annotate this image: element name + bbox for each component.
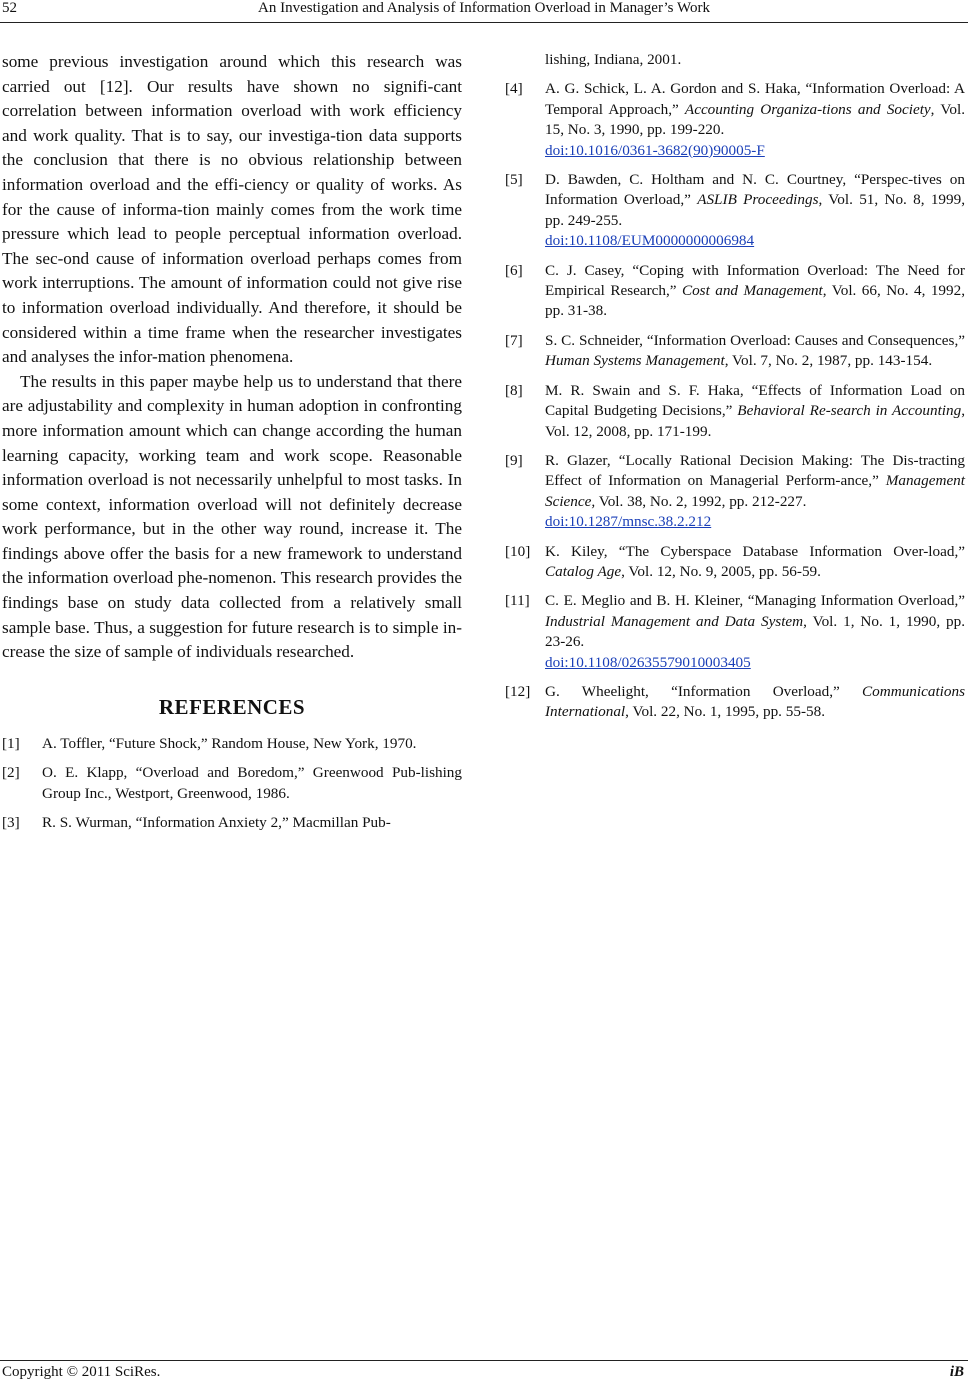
reference-number: [8] (505, 381, 523, 399)
journal-logo: iB (949, 1364, 964, 1380)
reference-entry (2, 734, 462, 754)
running-title: An Investigation and Analysis of Information Overload in Manager’s Work (258, 0, 710, 16)
reference-citation: R. Glazer, “Locally Rational Decision Making: The Dis-tracting Effect of Information on Managerial Perform-ance,” (545, 451, 965, 490)
reference-source-title: Industrial Management and Data System (545, 612, 804, 630)
reference-entry (505, 79, 965, 161)
footer-rule (0, 1360, 968, 1361)
header-rule (0, 22, 968, 23)
reference-number: [5] (505, 171, 523, 189)
reference-entry (505, 381, 965, 442)
left-column (2, 50, 462, 842)
reference-entry (505, 331, 965, 372)
reference-source-title: Behavioral Re-search in Accounting (737, 402, 962, 420)
reference-source-title: Catalog Age (545, 562, 622, 580)
reference-text (545, 261, 965, 322)
reference-details: , Vol. 12, 2008, pp. 171-199. (545, 402, 965, 440)
reference-details: Vol. 38, No. 2, 1992, pp. 212-227. (595, 492, 807, 510)
reference-number-spacer (505, 50, 545, 70)
reference-number: [11] (505, 592, 530, 610)
reference-entry (2, 813, 462, 833)
reference-details: , Vol. 15, No. 3, 1990, pp. 199-220. (545, 100, 965, 139)
reference-source-title: Cost and Management (681, 282, 823, 300)
reference-number: [3] (2, 814, 20, 832)
reference-text-continued: lishing, Indiana, 2001. (545, 51, 682, 68)
doi-link[interactable]: doi:10.1016/0361-3682(90)90005-F (545, 141, 765, 159)
reference-entry (505, 591, 965, 673)
reference-details: , Vol. 7, No. 2, 1987, pp. 143-154. (724, 352, 933, 370)
reference-citation: A. Toffler, “Future Shock,” Random House, New York, 1970. (42, 734, 417, 752)
reference-number: [4] (505, 80, 523, 98)
reference-text (545, 591, 965, 673)
reference-text (545, 381, 965, 442)
reference-number: [10] (505, 542, 531, 560)
page-number: 52 (2, 0, 17, 16)
reference-citation: S. C. Schneider, “Information Overload: Causes and Consequences,” (545, 331, 965, 349)
doi-link[interactable]: doi:10.1108/EUM0000000006984 (545, 232, 755, 250)
reference-details: , Vol. 22, No. 1, 1995, pp. 55-58. (625, 703, 825, 721)
reference-citation: C. J. Casey, “Coping with Information Overload: The Need for Empirical Research,” (545, 261, 965, 300)
reference-citation: M. R. Swain and S. F. Haka, “Effects of Information Load on Capital Budgeting Decisions,” (545, 381, 965, 420)
reference-entry (505, 542, 965, 583)
reference-list-left (2, 734, 462, 834)
reference-entry (505, 261, 965, 322)
reference-citation: A. G. Schick, L. A. Gordon and S. Haka, “Information Overload: A Temporal Approach,” (545, 80, 965, 118)
reference-citation: C. E. Meglio and B. H. Kleiner, “Managing Information Overload,” (545, 592, 965, 610)
references-heading: REFERENCES (158, 694, 306, 719)
reference-number: [7] (505, 331, 523, 349)
reference-text (545, 79, 965, 161)
reference-number: [2] (2, 764, 20, 782)
reference-entry (505, 451, 965, 533)
reference-text (545, 682, 965, 723)
reference-text (42, 734, 462, 754)
reference-details: , Vol. 66, No. 4, 1992, pp. 31-38. (545, 282, 965, 320)
reference-citation: R. S. Wurman, “Information Anxiety 2,” Macmillan Pub- (42, 814, 391, 832)
body-paragraph-1: some previous investigation around which this research was carried out [12]. Our results have shown no signifi-cant correlation between information overload with work efficiency and work quality. That is to say, our investiga-tion data supports the conclusion that there is no obvious relationship between information overload and the effi-ciency or quality of works. As for the cause of informa-tion mainly comes from the work time pressure which lead to people perceptual information overload. The sec-ond cause of information overload perhaps comes from work interruptions. The amount of information could not give rise to information overload individually. And therefore, it should be considered within a time frame when the researcher investigates and analyses the infor-mation phenomena. (2, 52, 462, 367)
reference-details: , Vol. 12, No. 9, 2005, pp. 56-59. (621, 562, 821, 580)
reference-text (545, 170, 965, 252)
reference-source-title: Human Systems Management (545, 352, 725, 370)
reference-source-title: Management Science, (545, 472, 965, 510)
reference-text (42, 813, 462, 833)
reference-details: , Vol. 1, No. 1, 1990, pp. 23-26. (545, 612, 966, 651)
reference-source-title: ASLIB Proceedings (697, 191, 819, 209)
body-paragraph-2: The results in this paper maybe help us to understand that there are adjustability and complexity in human adoption in confronting more information amount which can change according the human learning capacity, working team and work scope. Reasonable information overload is not necessarily unhelpful to most tasks. In some context, information overload will not definitely decrease work performance, but in the other way round, increase it. The findings above offer the basis for a new framework to understand the information overload phe-nomenon. This research provides the findings base on study data collected from a relatively small sample base. Thus, a suggestion for future research is to simple in-crease the size of sample of individuals researched. (2, 371, 462, 662)
reference-citation: D. Bawden, C. Holtham and N. C. Courtney, “Perspec-tives on Information Overload,” (545, 171, 965, 209)
right-column (505, 50, 965, 732)
reference-number: [9] (505, 451, 523, 469)
reference-source-title: Accounting Organiza-tions and Society (684, 100, 931, 118)
reference-text (545, 542, 965, 583)
reference-entry (505, 170, 965, 252)
reference-list-right (505, 50, 965, 723)
reference-number: [1] (2, 734, 20, 752)
reference-number: [6] (505, 261, 523, 279)
reference-text (545, 331, 965, 372)
reference-number: [12] (505, 682, 531, 700)
reference-entry (505, 682, 965, 723)
reference-text (545, 451, 965, 533)
reference-entry-continued (505, 50, 965, 70)
reference-entry (2, 763, 462, 804)
doi-link[interactable]: doi:10.1287/mnsc.38.2.212 (545, 513, 712, 531)
reference-citation: G. Wheelight, “Information Overload,” (545, 682, 863, 700)
copyright-notice: Copyright © 2011 SciRes. (2, 1364, 161, 1380)
reference-details: , Vol. 51, No. 8, 1999, pp. 249-255. (545, 191, 965, 229)
reference-text (42, 763, 462, 804)
reference-citation: O. E. Klapp, “Overload and Boredom,” Greenwood Pub-lishing Group Inc., Westport, Greenwood, 1986. (42, 764, 462, 802)
reference-source-title: Communications International (545, 682, 965, 721)
reference-citation: K. Kiley, “The Cyberspace Database Information Over-load,” (545, 542, 965, 560)
doi-link[interactable]: doi:10.1108/02635579010003405 (545, 653, 751, 671)
